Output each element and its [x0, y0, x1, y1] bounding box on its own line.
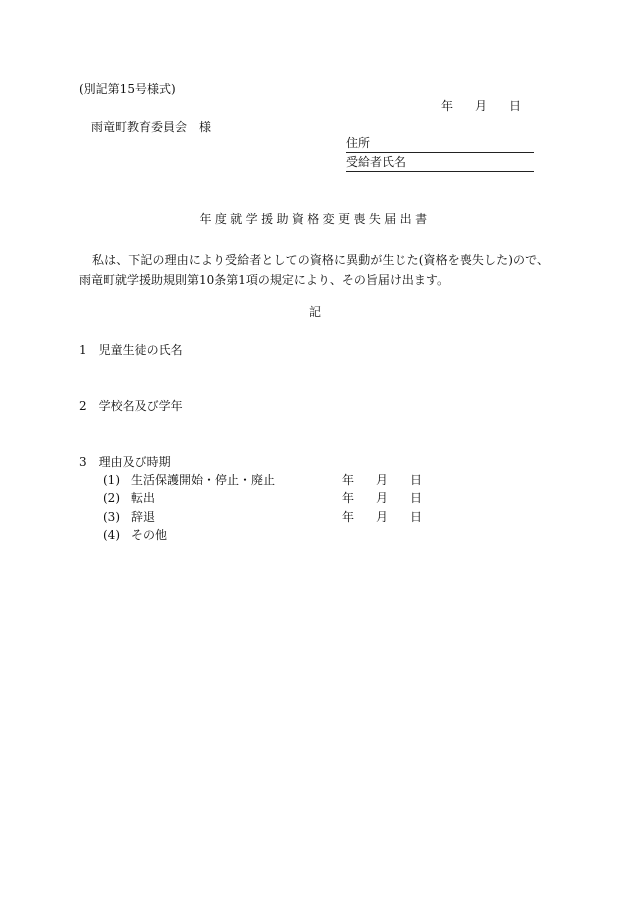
reason-number: (2) [103, 491, 120, 505]
reason-number: (4) [103, 528, 120, 542]
reason-decline [103, 510, 155, 524]
address-field[interactable] [346, 136, 534, 153]
body-paragraph: 私は、下記の理由により受給者としての資格に異動が生じた(資格を喪失した)ので、雨竜町就学援助規則第10条第1項の規定により、その旨届け出ます。 [79, 253, 549, 287]
recipient-name-field[interactable] [346, 155, 534, 172]
item-number: 3 [79, 455, 87, 469]
reason-number: (1) [103, 473, 120, 487]
item-number: 1 [79, 343, 87, 357]
date-year: 年 [342, 510, 355, 524]
date-year: 年 [441, 99, 454, 113]
date-year: 年 [342, 473, 355, 487]
item-label: 理由及び時期 [98, 455, 171, 469]
item-label: 児童生徒の氏名 [98, 343, 183, 357]
date-month: 月 [376, 510, 389, 524]
date-day: 日 [509, 99, 522, 113]
reason-move-out [103, 491, 155, 505]
reason-label: 生活保護開始・停止・廃止 [131, 473, 276, 487]
item-reason-timing [79, 455, 171, 469]
reason-label: 辞退 [131, 510, 156, 524]
item-label: 学校名及び学年 [98, 399, 183, 413]
item-number: 2 [79, 399, 87, 413]
date-year: 年 [342, 491, 355, 505]
date-month: 月 [376, 491, 389, 505]
submission-date [441, 99, 521, 113]
item-student-name [79, 343, 183, 357]
form-number: (別記第15号様式) [79, 82, 176, 96]
reason-label: 転出 [131, 491, 156, 505]
reason-number: (3) [103, 510, 120, 524]
reason-decline-date [342, 510, 422, 524]
ki-heading: 記 [308, 305, 321, 319]
date-month: 月 [376, 473, 389, 487]
reason-welfare [103, 473, 275, 487]
date-month: 月 [475, 99, 488, 113]
recipient-name-label: 受給者氏名 [346, 155, 407, 169]
item-school-grade [79, 399, 183, 413]
reason-move-out-date [342, 491, 422, 505]
reason-welfare-date [342, 473, 422, 487]
date-day: 日 [410, 510, 423, 524]
address-label: 住所 [346, 136, 371, 150]
document-title: 年度就学援助資格変更喪失届出書 [199, 212, 431, 226]
reason-label: その他 [131, 528, 168, 542]
reason-other [103, 528, 167, 542]
date-day: 日 [410, 473, 423, 487]
date-day: 日 [410, 491, 423, 505]
addressee: 雨竜町教育委員会 様 [91, 120, 212, 134]
